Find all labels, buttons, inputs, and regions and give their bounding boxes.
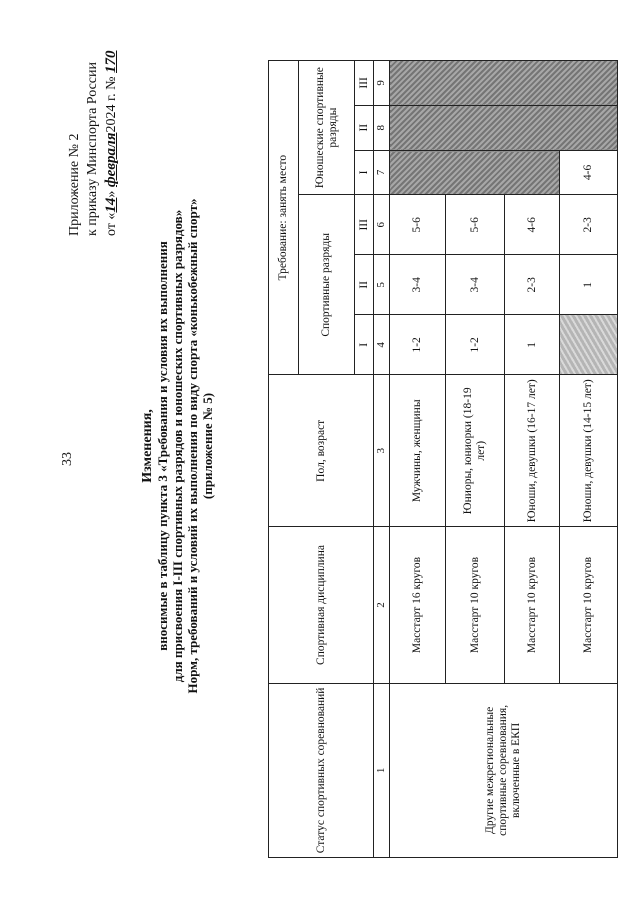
handwritten-day: 14	[103, 197, 119, 213]
rank-label: I	[355, 150, 374, 195]
header-status: Статус спортивных соревнований	[269, 683, 374, 857]
rank-1-cell: 1	[505, 315, 560, 375]
header-youth-ranks: Юношеские спортивные разряды	[299, 61, 355, 195]
col-number: 1	[374, 683, 390, 857]
shaded-cell	[560, 315, 618, 375]
rank-3-cell: 5-6	[446, 195, 505, 255]
youth-rank-1-cell: 4-6	[560, 150, 618, 195]
requirements-table	[268, 60, 618, 858]
discipline-cell: Масстарт 10 кругов	[505, 527, 560, 684]
rank-1-cell: 1-2	[446, 315, 505, 375]
title-line-3: для присвоения I-III спортивных разрядов и юношеских спортивных разрядов»	[170, 209, 185, 683]
title-line-1: Изменения,	[140, 409, 155, 483]
sex-age-cell: Юноши, девушки (16-17 лет)	[505, 375, 560, 527]
rank-label: I	[355, 315, 374, 375]
shaded-cell	[390, 105, 618, 150]
sex-age-cell: Юноши, девушки (14-15 лет)	[560, 375, 618, 527]
title-line-4: Норм, требований и условий их выполнения по виду спорта «конькобежный спорт»	[185, 198, 200, 694]
rank-2-cell: 2-3	[505, 255, 560, 315]
col-number: 7	[374, 150, 390, 195]
col-number: 9	[374, 61, 390, 106]
rank-label: III	[355, 61, 374, 106]
title-line-2: вносимые в таблицу пункта 3 «Требования и условия их выполнения	[155, 241, 170, 651]
col-number: 6	[374, 195, 390, 255]
table-row	[390, 61, 446, 858]
col-number: 3	[374, 375, 390, 527]
discipline-cell: Масстарт 10 кругов	[560, 527, 618, 684]
rank-3-cell: 4-6	[505, 195, 560, 255]
rank-label: II	[355, 105, 374, 150]
col-number: 8	[374, 105, 390, 150]
col-number: 5	[374, 255, 390, 315]
header-discipline: Спортивная дисциплина	[269, 527, 374, 684]
date-prefix: от «	[104, 212, 119, 236]
col-number: 4	[374, 315, 390, 375]
header-sport-ranks: Спортивные разряды	[299, 195, 355, 375]
rank-2-cell: 1	[560, 255, 618, 315]
shaded-cell	[390, 150, 560, 195]
col-number: 2	[374, 527, 390, 684]
rank-3-cell: 5-6	[390, 195, 446, 255]
rank-2-cell: 3-4	[390, 255, 446, 315]
discipline-cell: Масстарт 16 кругов	[390, 527, 446, 684]
appendix-title: Приложение № 2	[67, 133, 82, 236]
rank-label: III	[355, 195, 374, 255]
rank-2-cell: 3-4	[446, 255, 505, 315]
page-number: 33	[60, 452, 75, 466]
date-mid: »	[104, 190, 119, 198]
date-suffix: 2024 г. №	[104, 76, 119, 133]
rank-label: II	[355, 255, 374, 315]
shaded-cell	[390, 61, 618, 106]
document-title	[140, 116, 215, 776]
status-cell: Другие межрегиональные спортивные соревнования, включенные в ЕКП	[390, 683, 618, 857]
header-row-1	[269, 61, 299, 858]
title-line-5: (приложение № 5)	[200, 392, 215, 500]
sex-age-cell: Мужчины, женщины	[390, 375, 446, 527]
discipline-cell: Масстарт 10 кругов	[446, 527, 505, 684]
appendix-date-line	[102, 16, 121, 236]
column-number-row	[374, 61, 390, 858]
rank-3-cell: 2-3	[560, 195, 618, 255]
header-sex-age: Пол, возраст	[269, 375, 374, 527]
header-requirement: Требование: занять место	[269, 61, 299, 375]
handwritten-month: февраля	[103, 132, 119, 188]
appendix-block	[66, 16, 121, 236]
appendix-order-ref: к приказу Минспорта России	[85, 62, 100, 236]
sex-age-cell: Юниоры, юниорки (18-19 лет)	[446, 375, 505, 527]
rank-1-cell: 1-2	[390, 315, 446, 375]
handwritten-number: 170	[103, 50, 119, 73]
